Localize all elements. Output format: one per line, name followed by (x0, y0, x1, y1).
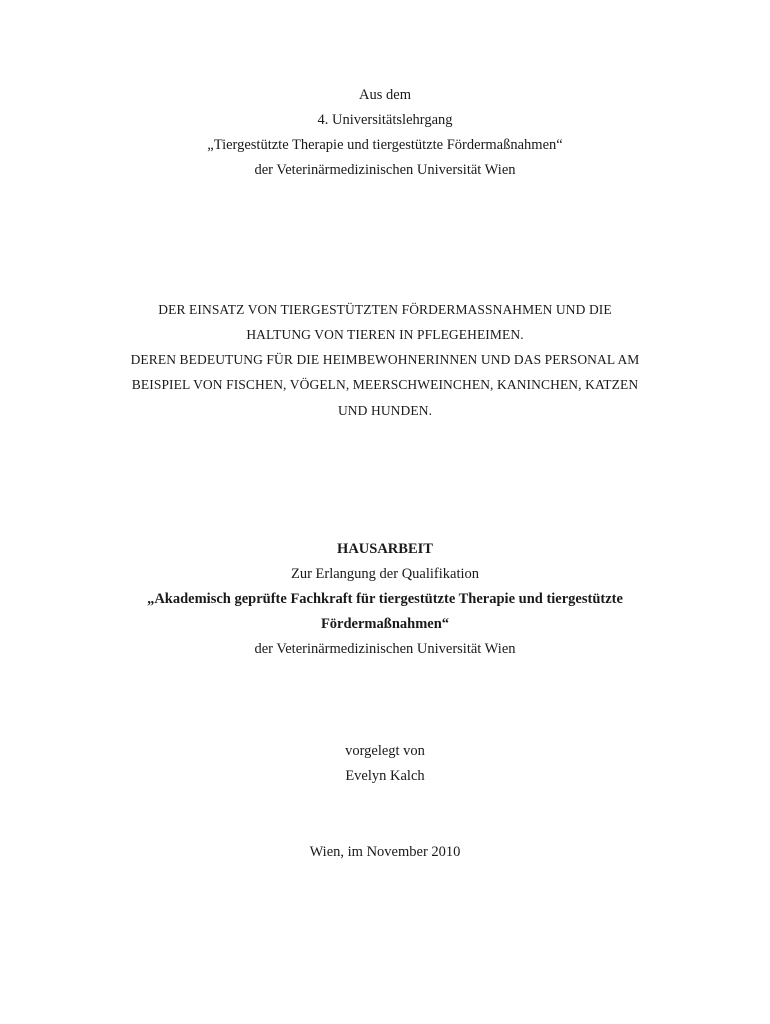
thesis-title-line-1: DER EINSATZ VON TIERGESTÜTZTEN FÖRDERMASSNAHMEN UND DIE (158, 302, 612, 317)
place-date: Wien, im November 2010 (309, 844, 461, 860)
qualification-line-1: „Akademisch geprüfte Fachkraft für tiergestützte Therapie und tiergestützte (147, 591, 623, 607)
thesis-title-line-2: HALTUNG VON TIEREN IN PFLEGEHEIMEN. (246, 327, 524, 342)
header-university: der Veterinärmedizinischen Universität Wien (254, 162, 516, 178)
thesis-title-line-4: BEISPIEL VON FISCHEN, VÖGELN, MEERSCHWEINCHEN, KANINCHEN, KATZEN (131, 377, 639, 392)
thesis-title-line-3: DEREN BEDEUTUNG FÜR DIE HEIMBEWOHNERINNEN UND DAS PERSONAL AM (130, 352, 640, 367)
header-course-name: „Tiergestützte Therapie und tiergestützte Fördermaßnahmen“ (207, 137, 563, 153)
header-course-number: 4. Universitätslehrgang (317, 112, 453, 128)
work-type: HAUSARBEIT (337, 541, 433, 557)
header-from: Aus dem (359, 87, 411, 103)
presented-by: vorgelegt von (345, 743, 425, 759)
thesis-title-line-5: UND HUNDEN. (337, 403, 433, 418)
qualification-line-2: Fördermaßnahmen“ (320, 616, 450, 632)
author-name: Evelyn Kalch (345, 768, 425, 784)
work-institution: der Veterinärmedizinischen Universität Wien (254, 641, 516, 657)
work-purpose: Zur Erlangung der Qualifikation (290, 566, 480, 582)
